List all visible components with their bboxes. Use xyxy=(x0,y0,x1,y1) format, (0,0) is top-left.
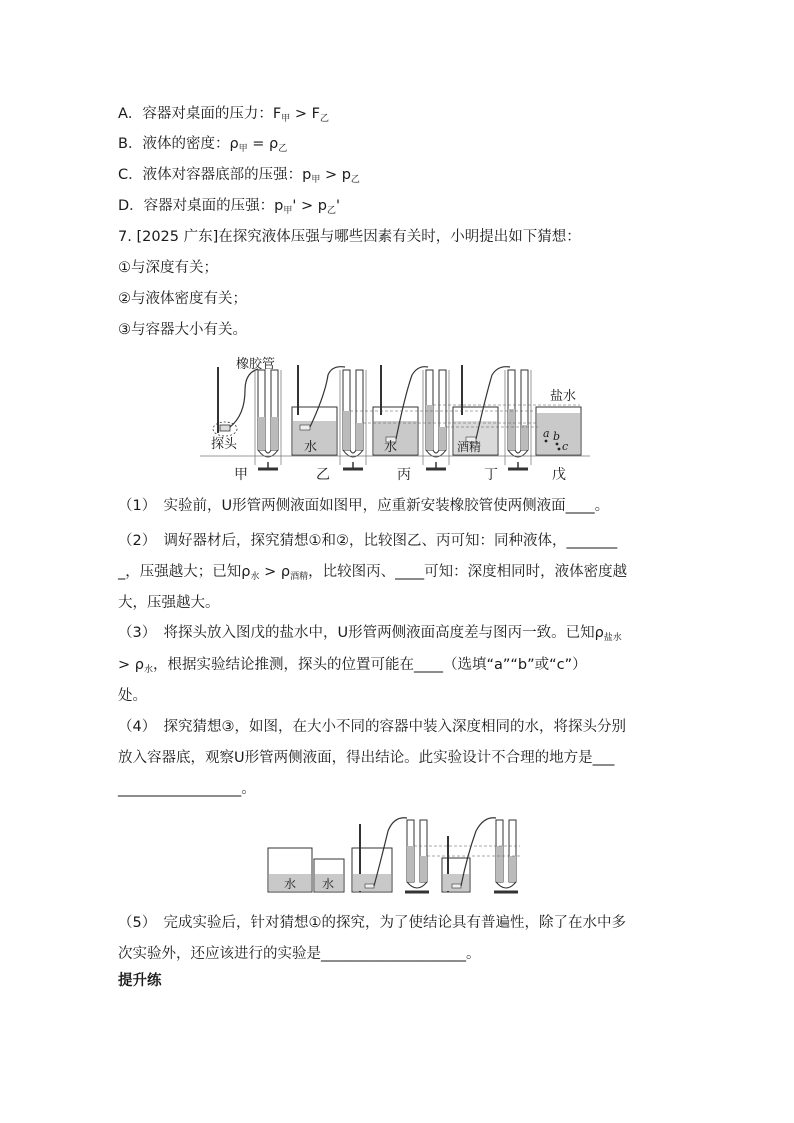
caption-jia: 甲 xyxy=(234,467,248,483)
part-2-line-1: （2） 调好器材后，探究猜想①和②，比较图乙、丙可知：同种液体，_______ xyxy=(118,533,618,549)
part-4-line-2: 放入容器底，观察U形管两侧液面，得出结论。此实验设计不合理的地方是___ xyxy=(118,750,615,766)
point-c: c xyxy=(562,440,569,453)
part-4-line-3: _________________。 xyxy=(118,781,256,797)
label-water-yi: 水 xyxy=(304,440,318,455)
caption-yi: 乙 xyxy=(316,467,330,483)
option-a: A．容器对桌面的压力：$F_甲 > F_乙$ xyxy=(118,106,330,124)
label-water-big: 水 xyxy=(284,877,297,891)
figure-container-sizes xyxy=(262,806,532,896)
label-salt-water: 盐水 xyxy=(550,389,577,404)
option-c: C．液体对容器底部的压强：$p_甲 > p_乙$ xyxy=(118,167,360,185)
label-water-small: 水 xyxy=(322,877,335,891)
option-d: D．容器对桌面的压强：$p_甲' > p_乙'$ xyxy=(118,198,340,216)
label-alcohol: 酒精 xyxy=(457,440,482,454)
part-2-line-3: 大，压强越大。 xyxy=(118,595,220,611)
section-heading: 提升练 xyxy=(118,973,162,989)
part-3-line-3: 处。 xyxy=(118,688,147,704)
setup-ding xyxy=(453,365,531,483)
part-4-line-1: （4） 探究猜想③，如图，在大小不同的容器中装入深度相同的水，将探头分别 xyxy=(118,719,626,735)
part-5-line-2: 次实验外，还应该进行的实验是____________________。 xyxy=(118,946,481,962)
part-3-line-2: > $\rho_水$，根据实验结论推测，探头的位置可能在____（选填“a”“b”或“c”） xyxy=(118,657,587,675)
setup-jia xyxy=(211,356,281,483)
setup-yi xyxy=(292,365,366,483)
setup-bing xyxy=(373,365,449,483)
question-7-intro: 7. [2025 广东]在探究液体压强与哪些因素有关时，小明提出如下猜想： xyxy=(118,229,581,245)
hypothesis-1: ①与深度有关； xyxy=(118,260,218,276)
hypothesis-2: ②与液体密度有关； xyxy=(118,291,247,307)
caption-wu: 戊 xyxy=(552,467,566,483)
point-a: a xyxy=(543,427,550,440)
setup-wu xyxy=(536,388,581,483)
label-probe: 探头 xyxy=(211,437,238,452)
part-3-line-1: （3） 将探头放入图戊的盐水中，U形管两侧液面高度差与图丙一致。已知$\rho_{盐水}$ xyxy=(118,625,622,643)
point-b: b xyxy=(553,430,561,443)
caption-ding: 丁 xyxy=(484,467,498,483)
part-1: （1） 实验前，U形管两侧液面如图甲，应重新安装橡胶管使两侧液面____。 xyxy=(118,498,610,514)
option-b: B．液体的密度：$\rho_甲 = \rho_乙$ xyxy=(118,136,288,154)
label-rubber-tube: 橡胶管 xyxy=(236,357,276,372)
part-5-line-1: （5） 完成实验后，针对猜想①的探究，为了使结论具有普遍性，除了在水中多 xyxy=(118,915,626,931)
caption-bing: 丙 xyxy=(397,467,411,483)
label-water-bing: 水 xyxy=(384,440,398,455)
figure-pressure-experiments xyxy=(200,355,590,485)
hypothesis-3: ③与容器大小有关。 xyxy=(118,322,247,338)
part-2-line-2: _，压强越大；已知$\rho_水 > \rho_{酒精}$，比较图丙、____可知：深度相同时，液体密度越 xyxy=(118,564,628,582)
